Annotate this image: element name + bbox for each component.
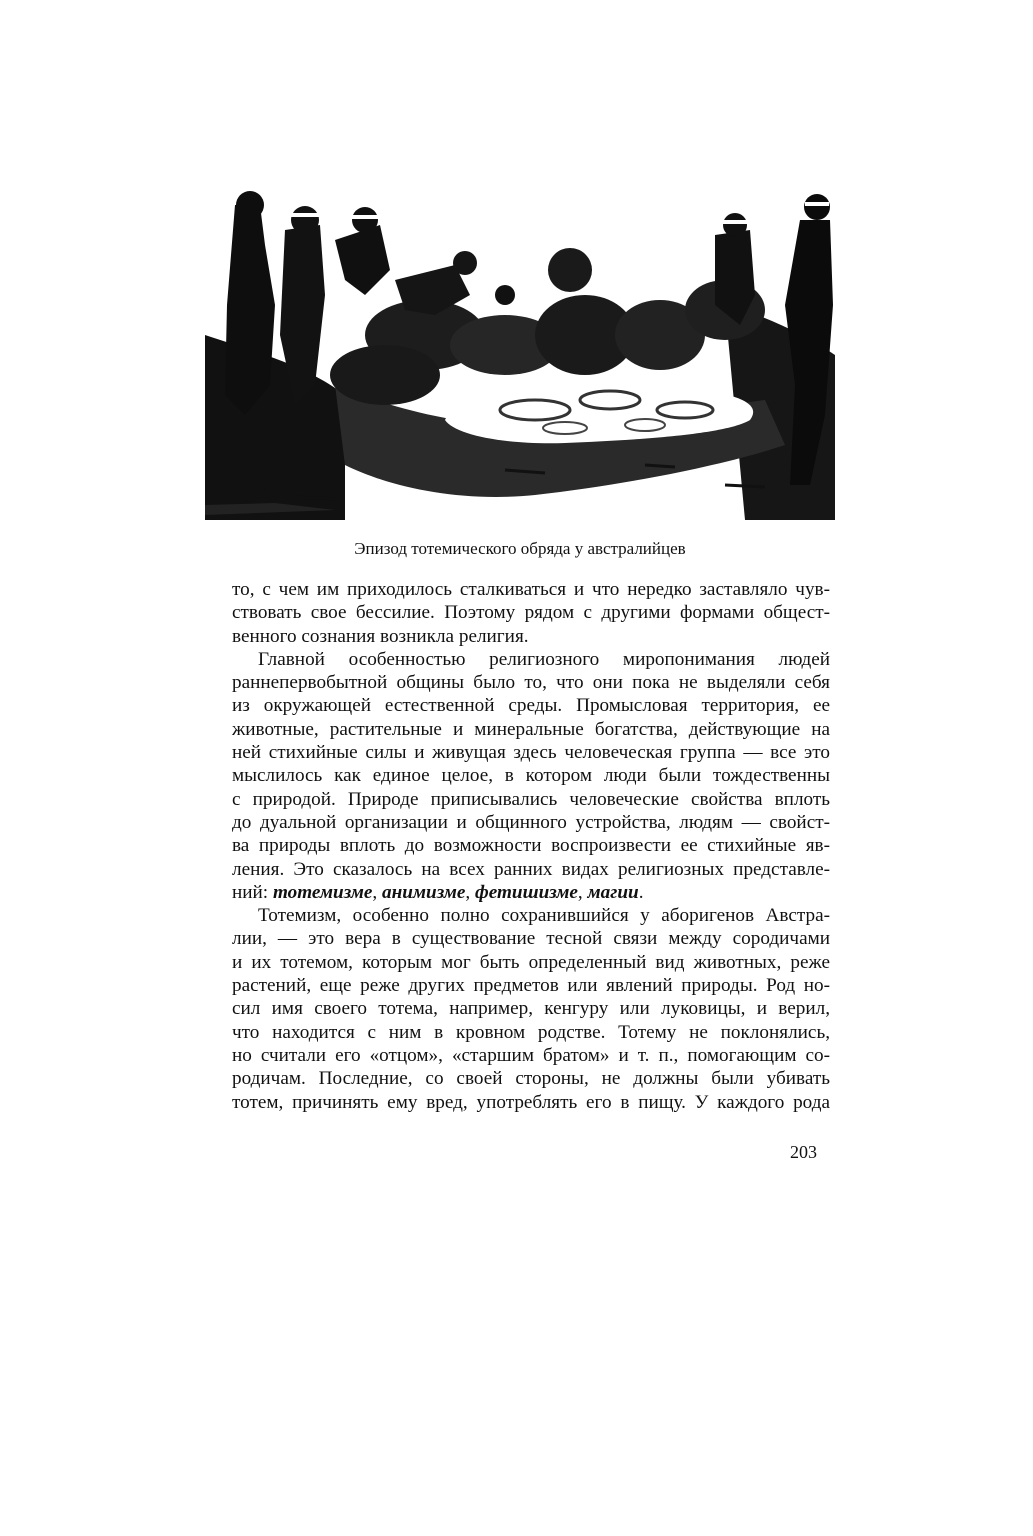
text-line: ний: тотемизме, анимизме, фетишизме, магии. bbox=[232, 881, 644, 903]
text-line: что находится с ним в кровном родстве. Тотему не поклонялись, bbox=[232, 1021, 830, 1043]
emphasized-term: магии bbox=[587, 881, 639, 903]
emphasized-term: фетишизме bbox=[475, 881, 578, 903]
body-text bbox=[232, 578, 830, 1114]
text-line: до дуальной организации и общинного устройства, людям — свойст- bbox=[232, 811, 830, 833]
text-line: Главной особенностью религиозного миропонимания людей bbox=[258, 648, 830, 670]
text-line: ва природы вплоть до возможности воспроизвести ее стихийные яв- bbox=[232, 835, 830, 857]
text-line: родичам. Последние, со своей стороны, не должны были убивать bbox=[232, 1068, 830, 1090]
paragraph-3 bbox=[232, 904, 830, 1114]
paragraph-1 bbox=[232, 578, 830, 648]
text-line: лии, — это вера в существование тесной связи между сородичами bbox=[232, 928, 830, 950]
text-line: раннепервобытной общины было то, что они пока не выделяли себя bbox=[232, 672, 830, 694]
text-line: Тотемизм, особенно полно сохранившийся у аборигенов Австра- bbox=[258, 905, 830, 927]
emphasized-term: тотемизме bbox=[272, 881, 373, 903]
text-line: из окружающей естественной среды. Промысловая территория, ее bbox=[232, 695, 830, 717]
illustration-totemic-rite bbox=[205, 185, 835, 520]
emphasized-term: анимизме bbox=[382, 881, 466, 903]
text-line: тотем, причинять ему вред, употреблять его в пищу. У каждого рода bbox=[232, 1091, 830, 1113]
figure-caption: Эпизод тотемического обряда у австралийцев bbox=[354, 539, 686, 558]
text-line: ствовать свое бессилие. Поэтому рядом с другими формами общест- bbox=[232, 602, 830, 624]
text-line: ней стихийные силы и живущая здесь человеческая группа — все это bbox=[232, 742, 830, 764]
text-line: и их тотемом, которым мог быть определенный вид животных, реже bbox=[232, 951, 830, 973]
text-line: то, с чем им приходилось сталкиваться и что нередко заставляло чув- bbox=[232, 579, 830, 600]
text-line: сил имя своего тотема, например, кенгуру или луковицы, и верил, bbox=[232, 998, 830, 1020]
page-number: 203 bbox=[790, 1142, 817, 1162]
text-line: но считали его «отцом», «старшим братом» и т. п., помогающим со- bbox=[232, 1044, 830, 1066]
paragraph-2 bbox=[232, 648, 830, 904]
text-line: ления. Это сказалось на всех ранних видах религиозных представле- bbox=[232, 858, 830, 880]
text-line: мыслилось как единое целое, в котором люди были тождественны bbox=[232, 765, 830, 787]
text-line: растений, еще реже других предметов или явлений природы. Род но- bbox=[232, 975, 830, 997]
text-line: с природой. Природе приписывались человеческие свойства вплоть bbox=[232, 788, 830, 810]
text-line: венного сознания возникла религия. bbox=[232, 625, 529, 647]
text-line: животные, растительные и минеральные богатства, действующие на bbox=[232, 718, 830, 740]
